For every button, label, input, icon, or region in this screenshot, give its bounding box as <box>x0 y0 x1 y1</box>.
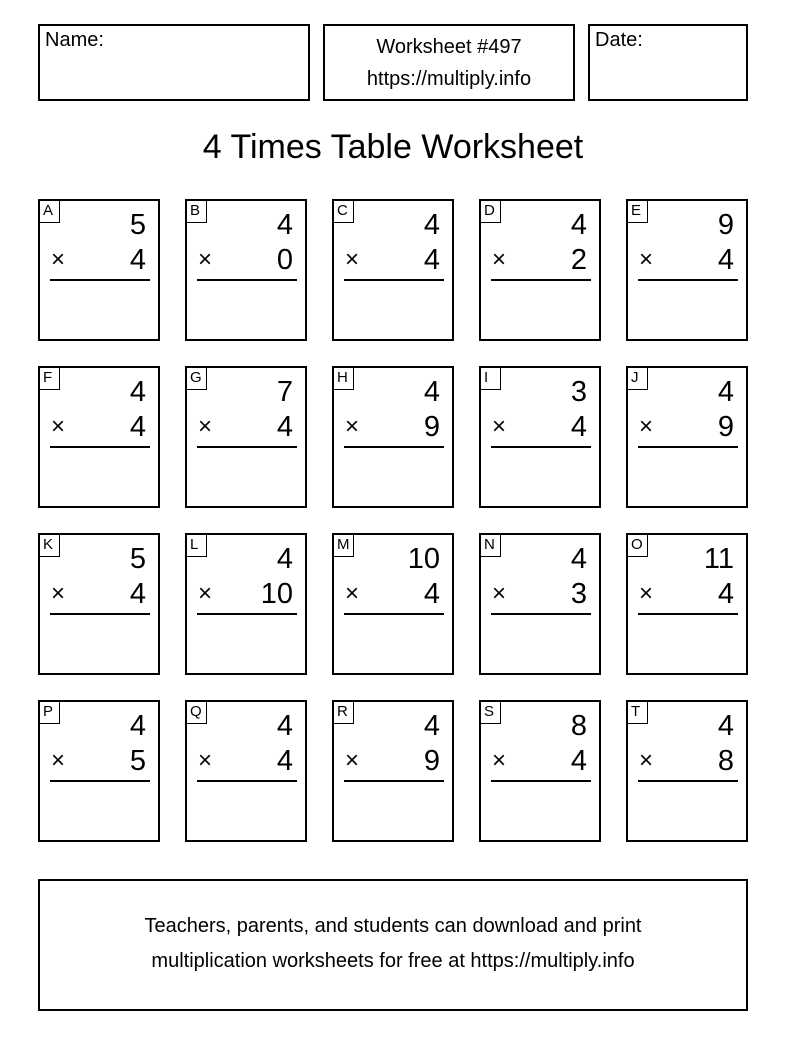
answer-line <box>197 279 297 281</box>
multiplier: 4 <box>423 244 440 276</box>
multiplicand: 4 <box>129 376 146 408</box>
date-label: Date: <box>595 29 643 51</box>
problem-cell <box>626 700 748 842</box>
multiplicand: 4 <box>570 543 587 575</box>
answer-line <box>491 279 591 281</box>
problem-letter: F <box>40 368 60 390</box>
multiplicand: 4 <box>423 376 440 408</box>
answer-line <box>50 613 150 615</box>
multiplier: 4 <box>276 745 293 777</box>
multiply-sign: × <box>639 747 654 774</box>
problem-cell <box>38 366 160 508</box>
answer-line <box>638 613 738 615</box>
multiply-sign: × <box>51 413 66 440</box>
problem-cell <box>626 366 748 508</box>
worksheet-id: Worksheet #497 <box>376 36 522 58</box>
problem-cell <box>332 366 454 508</box>
multiplicand: 4 <box>717 710 734 742</box>
problem-cell <box>332 533 454 675</box>
answer-line <box>491 780 591 782</box>
answer-line <box>344 780 444 782</box>
multiplier: 0 <box>276 244 293 276</box>
multiplicand: 7 <box>276 376 293 408</box>
problem-cell <box>38 533 160 675</box>
multiply-sign: × <box>51 580 66 607</box>
multiplier: 4 <box>423 578 440 610</box>
multiplicand: 8 <box>570 710 587 742</box>
problem-letter: G <box>187 368 207 390</box>
date-box <box>588 24 748 101</box>
multiplicand: 10 <box>407 543 440 575</box>
problem-letter: T <box>628 702 648 724</box>
multiplicand: 4 <box>276 209 293 241</box>
answer-line <box>638 279 738 281</box>
problem-letter: P <box>40 702 60 724</box>
multiply-sign: × <box>492 246 507 273</box>
footer-line-2: multiplication worksheets for free at https://multiply.info <box>151 950 635 972</box>
problem-cell <box>38 199 160 341</box>
multiplier: 8 <box>717 745 734 777</box>
footer-box <box>38 879 748 1011</box>
multiplier: 10 <box>260 578 293 610</box>
multiplier: 4 <box>129 411 146 443</box>
answer-line <box>638 780 738 782</box>
answer-line <box>197 780 297 782</box>
problem-cell <box>479 700 601 842</box>
problem-letter: D <box>481 201 501 223</box>
problem-letter: O <box>628 535 648 557</box>
answer-line <box>197 613 297 615</box>
multiplicand: 3 <box>570 376 587 408</box>
multiply-sign: × <box>51 747 66 774</box>
multiplier: 3 <box>570 578 587 610</box>
answer-line <box>344 279 444 281</box>
multiply-sign: × <box>492 580 507 607</box>
answer-line <box>491 613 591 615</box>
problem-cell <box>185 199 307 341</box>
name-box <box>38 24 310 101</box>
multiplicand: 4 <box>276 543 293 575</box>
answer-line <box>344 613 444 615</box>
problem-letter: Q <box>187 702 207 724</box>
site-url: https://multiply.info <box>366 68 532 90</box>
problem-letter: C <box>334 201 354 223</box>
multiply-sign: × <box>198 580 213 607</box>
multiplier: 4 <box>129 578 146 610</box>
multiplier: 4 <box>717 244 734 276</box>
multiplier: 4 <box>570 411 587 443</box>
problem-cell <box>332 700 454 842</box>
multiplicand: 5 <box>129 209 146 241</box>
multiply-sign: × <box>639 580 654 607</box>
problem-cell <box>626 533 748 675</box>
multiply-sign: × <box>198 246 213 273</box>
problem-cell <box>479 366 601 508</box>
problem-cell <box>479 199 601 341</box>
multiplicand: 11 <box>703 543 734 575</box>
problem-cell <box>185 700 307 842</box>
answer-line <box>491 446 591 448</box>
multiplier: 9 <box>717 411 734 443</box>
multiplier: 4 <box>129 244 146 276</box>
problem-cell <box>479 533 601 675</box>
multiply-sign: × <box>345 413 360 440</box>
multiply-sign: × <box>492 413 507 440</box>
multiplicand: 4 <box>423 209 440 241</box>
multiplicand: 5 <box>129 543 146 575</box>
multiply-sign: × <box>639 413 654 440</box>
problem-letter: I <box>481 368 501 390</box>
name-label: Name: <box>45 29 104 51</box>
multiply-sign: × <box>198 413 213 440</box>
problem-letter: E <box>628 201 648 223</box>
problem-cell <box>38 700 160 842</box>
multiplicand: 4 <box>129 710 146 742</box>
problem-letter: S <box>481 702 501 724</box>
answer-line <box>50 279 150 281</box>
multiply-sign: × <box>51 246 66 273</box>
problem-letter: N <box>481 535 501 557</box>
multiplicand: 9 <box>717 209 734 241</box>
problem-letter: K <box>40 535 60 557</box>
answer-line <box>50 780 150 782</box>
problem-letter: R <box>334 702 354 724</box>
multiply-sign: × <box>639 246 654 273</box>
problem-cell <box>185 533 307 675</box>
multiply-sign: × <box>492 747 507 774</box>
problem-letter: H <box>334 368 354 390</box>
multiply-sign: × <box>345 747 360 774</box>
multiplier: 4 <box>717 578 734 610</box>
multiplier: 9 <box>423 411 440 443</box>
problem-letter: A <box>40 201 60 223</box>
multiplier: 2 <box>570 244 587 276</box>
answer-line <box>344 446 444 448</box>
problem-letter: J <box>628 368 648 390</box>
problem-letter: B <box>187 201 207 223</box>
multiplier: 4 <box>570 745 587 777</box>
multiplicand: 4 <box>717 376 734 408</box>
footer-line-1: Teachers, parents, and students can download and print <box>144 915 642 937</box>
problem-letter: L <box>187 535 207 557</box>
problem-letter: M <box>334 535 354 557</box>
problem-cell <box>626 199 748 341</box>
multiplier: 4 <box>276 411 293 443</box>
answer-line <box>50 446 150 448</box>
worksheet-info-box <box>323 24 575 101</box>
multiplier: 9 <box>423 745 440 777</box>
multiplicand: 4 <box>423 710 440 742</box>
page-title: 4 Times Table Worksheet <box>202 128 584 166</box>
multiply-sign: × <box>345 580 360 607</box>
multiplicand: 4 <box>570 209 587 241</box>
multiply-sign: × <box>198 747 213 774</box>
multiplicand: 4 <box>276 710 293 742</box>
answer-line <box>638 446 738 448</box>
multiplier: 5 <box>129 745 146 777</box>
problem-cell <box>185 366 307 508</box>
answer-line <box>197 446 297 448</box>
problem-cell <box>332 199 454 341</box>
multiply-sign: × <box>345 246 360 273</box>
